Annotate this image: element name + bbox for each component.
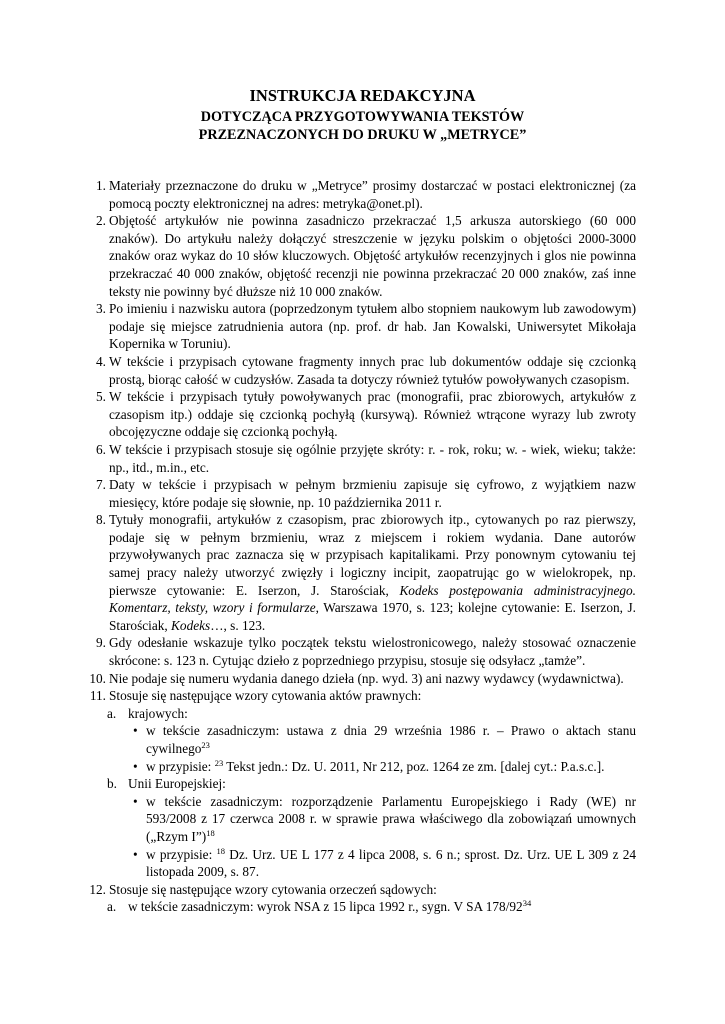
instruction-list <box>0 177 725 916</box>
item-text: W tekście i przypisach stosuje się ogólnie przyjęte skróty: r. - rok, roku; w. - wiek, wieku; także: np., itd., m.in., etc. <box>109 441 636 475</box>
item-number: 1. <box>96 178 106 193</box>
bullet-item <box>0 758 636 776</box>
item-number: 3. <box>96 301 106 317</box>
item-number: 10. <box>89 670 106 686</box>
list-item-1 <box>0 177 636 212</box>
item-text: Gdy odesłanie wskazuje tylko początek tekstu wielostronicowego, należy stosować oznaczenie skrócone: s. 123 n. Cytując dzieło z poprzedniego przypisu, stosuje się odsyłacz „tamże”. <box>109 635 636 669</box>
list-item-2 <box>0 212 636 300</box>
list-item-12 <box>0 881 636 899</box>
bullet-icon: • <box>133 846 138 862</box>
item-text: Tytuły monografii, artykułów z czasopism, prac zbiorowych itp., cytowanych po raz pierwszy, podaje się w pełnym brzmieniu, wraz z miejscem i rokiem wydania. Dane autorów przywoływanych prac zaznacza się w przypisach kapitalikami. Przy ponownym cytowaniu tej samej pracy należy utworzyć zwięzły i logiczny incipit, zaopatrując go w wielokropek, np. pierwsze cytowanie: E. Iserzon, J. Starościak, <box>109 512 636 598</box>
list-item-10 <box>0 670 636 688</box>
footnote-ref: 18 <box>206 827 215 838</box>
item-number: 7. <box>96 477 106 493</box>
bullet-text: w tekście zasadniczym: ustawa z dnia 29 września 1986 r. – Prawo o aktach stanu cywilnego <box>146 723 636 756</box>
sub-item-a <box>0 898 636 916</box>
bullet-text: Tekst jedn.: Dz. U. 2011, Nr 212, poz. 1264 ze zm. [dalej cyt.: P.a.s.c.]. <box>223 758 605 774</box>
list-item-7 <box>0 476 636 511</box>
sub-item-text: krajowych: <box>128 705 188 721</box>
list-item-9 <box>0 634 636 669</box>
footnote-ref: 34 <box>522 898 532 909</box>
list-item-4 <box>0 353 636 388</box>
bullet-item <box>0 846 636 881</box>
list-item-11 <box>0 687 636 705</box>
sub-item-label: b. <box>107 776 117 792</box>
bullet-icon: • <box>133 723 138 739</box>
footnote-ref: 23 <box>214 757 224 768</box>
sub-item-b <box>0 775 636 793</box>
item-text: Stosuje się następujące wzory cytowania aktów prawnych: <box>109 688 422 704</box>
italic-title: Kodeks <box>171 617 211 633</box>
bullet-text: w przypisie: <box>146 846 217 862</box>
item-text: …, s. 123. <box>210 617 266 633</box>
item-number: 5. <box>96 389 106 405</box>
item-text: Nie podaje się numeru wydania danego dzieła (np. wyd. 3) ani nazwy wydawcy (wydawnictwa). <box>109 670 624 686</box>
sub-item-label: a. <box>107 705 117 721</box>
document-title: INSTRUKCJA REDAKCYJNA <box>249 86 476 105</box>
footnote-ref: 23 <box>201 740 210 750</box>
item-number: 11. <box>89 688 106 704</box>
item-text: Po imieniu i nazwisku autora (poprzedzonym tytułem albo stopniem naukowym lub zawodowym) podaje się miejsce zatrudnienia autora (np. prof. dr hab. Jan Kowalski, Uniwersytet Mikołaja Kopernika w Toruniu). <box>109 301 636 352</box>
bullet-item <box>0 722 636 757</box>
item-number: 2. <box>96 213 106 229</box>
item-text: , Warszawa 1970, s. 123; kolejne cytowanie: E. Iserzon, J. Starościak, <box>109 600 636 633</box>
bullet-text: w przypisie: <box>146 758 215 774</box>
document-subtitle-line-1: DOTYCZĄCA PRZYGOTOWYWANIA TEKSTÓW <box>200 109 525 125</box>
italic-title: Kodeks postępowania administracyjnego. Komentarz, teksty, wzory i formularze <box>109 582 636 616</box>
bullet-icon: • <box>133 793 138 809</box>
item-number: 12. <box>89 881 106 897</box>
item-number: 6. <box>96 441 106 457</box>
item-text: Stosuje się następujące wzory cytowania orzeczeń sądowych: <box>109 881 437 897</box>
item-text: Daty w tekście i przypisach w pełnym brzmieniu zapisuje się cyfrowo, z wyjątkiem nazw miesięcy, które podaje się słownie, np. 10 października 2011 r. <box>109 477 636 510</box>
item-number: 4. <box>96 353 106 369</box>
document-subtitle-line-2: PRZEZNACZONYCH DO DRUKU W „METRYCE” <box>198 127 527 143</box>
sub-item-text: w tekście zasadniczym: wyrok NSA z 15 lipca 1992 r., sygn. V SA 178/92 <box>128 899 523 915</box>
item-number: 8. <box>96 512 106 528</box>
bullet-text: w tekście zasadniczym: rozporządzenie Parlamentu Europejskiego i Rady (WE) nr 593/2008 z 17 czerwca 2008 r. w sprawie prawa właściwego dla zobowiązań umownych („Rzym I”) <box>146 793 636 844</box>
list-item-5 <box>0 388 636 441</box>
item-text: Materiały przeznaczone do druku w „Metryce” prosimy dostarczać w postaci elektronicznej (za pomocą poczty elektronicznej na adres: metryka@onet.pl). <box>109 178 636 211</box>
list-item-6 <box>0 441 636 476</box>
sub-item-label: a. <box>107 899 117 915</box>
sub-item-a <box>0 705 636 723</box>
footnote-ref: 18 <box>216 845 226 856</box>
bullet-icon: • <box>133 758 138 774</box>
item-text: W tekście i przypisach tytuły powoływanych prac (monografii, prac zbiorowych, artykułów z czasopism itp.) oddaje się czcionką pochyłą (kursywą). Również wtrącone wyrazy lub zwroty obcojęzyczne oddaje się czcionką pochyłą. <box>109 389 636 440</box>
item-number: 9. <box>96 635 106 651</box>
list-item-8 <box>0 511 636 634</box>
item-text: W tekście i przypisach cytowane fragmenty innych prac lub dokumentów oddaje się czcionką prostą, biorąc całość w cudzysłów. Zasada ta dotyczy również tytułów powoływanych czasopism. <box>109 353 636 387</box>
sub-item-text: Unii Europejskiej: <box>128 776 226 792</box>
bullet-text: Dz. Urz. UE L 177 z 4 lipca 2008, s. 6 n.; sprost. Dz. Urz. UE L 309 z 24 listopada 2009, s. 87. <box>146 846 637 880</box>
list-item-3 <box>0 300 636 353</box>
item-text: Objętość artykułów nie powinna zasadniczo przekraczać 1,5 arkusza autorskiego (60 000 znaków). Do artykułu należy dołączyć streszczenie w języku polskim o objętości 2000-3000 znaków oraz wykaz do 10 słów kluczowych. Objętość artykułów recenzyjnych i glos nie powinna przekraczać 40 000 znaków, objętość recenzji nie powinna przekraczać 20 000 znaków, zaś inne teksty nie powinny być dłuższe niż 10 000 znaków. <box>109 213 636 299</box>
bullet-item <box>0 793 636 846</box>
